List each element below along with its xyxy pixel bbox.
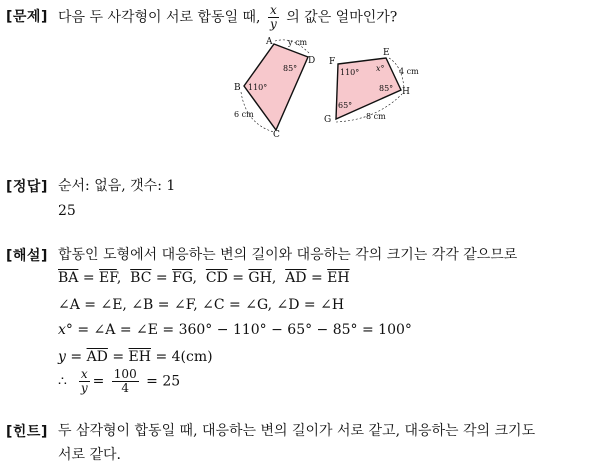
angle-label-b: 110°	[248, 83, 268, 92]
answer-line-1: 순서: 없음, 갯수: 1	[58, 178, 176, 194]
solution-final-line: ∴ $\frac{x}{y}$ = $\frac{100}{4}$ = 25	[58, 367, 181, 395]
solution-x-line	[58, 322, 412, 338]
y-variable: y	[58, 349, 66, 365]
y-segment-eh: $\overline{EH}$	[128, 349, 151, 365]
side-label-6: 6 cm	[234, 110, 254, 119]
angle-label-f: 110°	[340, 68, 360, 77]
angle-label-d: 85°	[283, 64, 298, 73]
final-fraction-xy	[79, 368, 90, 395]
problem-fraction	[268, 4, 279, 31]
vertex-a: A	[266, 37, 273, 47]
segment-bc: $\overline{BC}$	[130, 270, 152, 286]
y-segment-ad: $\overline{AD}$	[86, 349, 108, 365]
problem-text-after: 의 값은 얼마인가?	[286, 9, 398, 26]
solution-intro: 합동인 도형에서 대응하는 변의 길이와 대응하는 각의 크기는 각각 같으므로	[58, 247, 518, 263]
angle-label-h: 85°	[379, 84, 394, 93]
problem-frac-num: x	[269, 3, 277, 17]
segment-gh: $\overline{GH}$	[248, 270, 272, 286]
angle-label-e: x°	[376, 64, 385, 73]
segment-cd: $\overline{CD}$	[205, 270, 228, 286]
hint-line-2: 서로 같다.	[58, 447, 121, 463]
final-frac2-num: 100	[113, 367, 137, 381]
hint-label: [힌트]	[6, 424, 48, 440]
vertex-e: E	[383, 48, 390, 58]
solution-segments-line: $\overline{BA} = \overline{EF}$, $\overline{BC} = \overline{FG}$, $\overline{CD} = \overline{GH}$, $\overline{AD} = \overline{EH}$	[58, 270, 350, 286]
vertex-g: G	[324, 115, 332, 125]
y-equation-rest: = 4(cm)	[155, 349, 213, 365]
vertex-d: D	[308, 56, 316, 66]
answer-label: [정답]	[6, 179, 48, 195]
x-variable: x	[58, 322, 66, 338]
solution-y-line: $y = \overline{AD} = \overline{EH} = 4(cm)$	[58, 349, 213, 365]
vertex-f: F	[329, 57, 336, 67]
segment-eh: $\overline{EH}$	[327, 270, 350, 286]
side-label-4: 4 cm	[399, 67, 419, 76]
problem-label: [문제]	[6, 9, 48, 25]
answer-line-2: 25	[58, 203, 76, 219]
final-frac1-num: x	[80, 367, 88, 381]
segment-ba: $\overline{BA}$	[58, 270, 79, 286]
final-frac1-den: y	[80, 381, 88, 395]
side-label-8: 8 cm	[366, 112, 386, 121]
therefore-symbol: ∴	[58, 373, 67, 390]
segment-ef: $\overline{EF}$	[99, 270, 117, 286]
figure-quadrilaterals	[226, 34, 426, 138]
angle-label-g: 65°	[338, 101, 353, 110]
vertex-c: C	[273, 130, 280, 138]
final-result: = 25	[146, 373, 181, 390]
segment-ad: $\overline{AD}$	[285, 270, 307, 286]
final-frac2-den: 4	[121, 381, 130, 395]
problem-text-before: 다음 두 사각형이 서로 합동일 때,	[58, 9, 261, 26]
vertex-b: B	[234, 83, 241, 93]
segment-fg: $\overline{FG}$	[172, 270, 193, 286]
final-fraction-value	[112, 368, 139, 395]
solution-angles-line: ∠A = ∠E, ∠B = ∠F, ∠C = ∠G, ∠D = ∠H	[58, 297, 345, 313]
x-equation: ° = ∠A = ∠E = 360° − 110° − 65° − 85° = 100°	[65, 322, 412, 338]
side-label-y: y cm	[288, 38, 308, 47]
hint-line-1: 두 삼각형이 합동일 때, 대응하는 변의 길이가 서로 같고, 대응하는 각의 크기도	[58, 423, 536, 439]
problem-question	[58, 4, 397, 31]
problem-frac-den: y	[269, 17, 277, 31]
solution-label: [해설]	[6, 248, 48, 264]
vertex-h: H	[402, 87, 410, 97]
